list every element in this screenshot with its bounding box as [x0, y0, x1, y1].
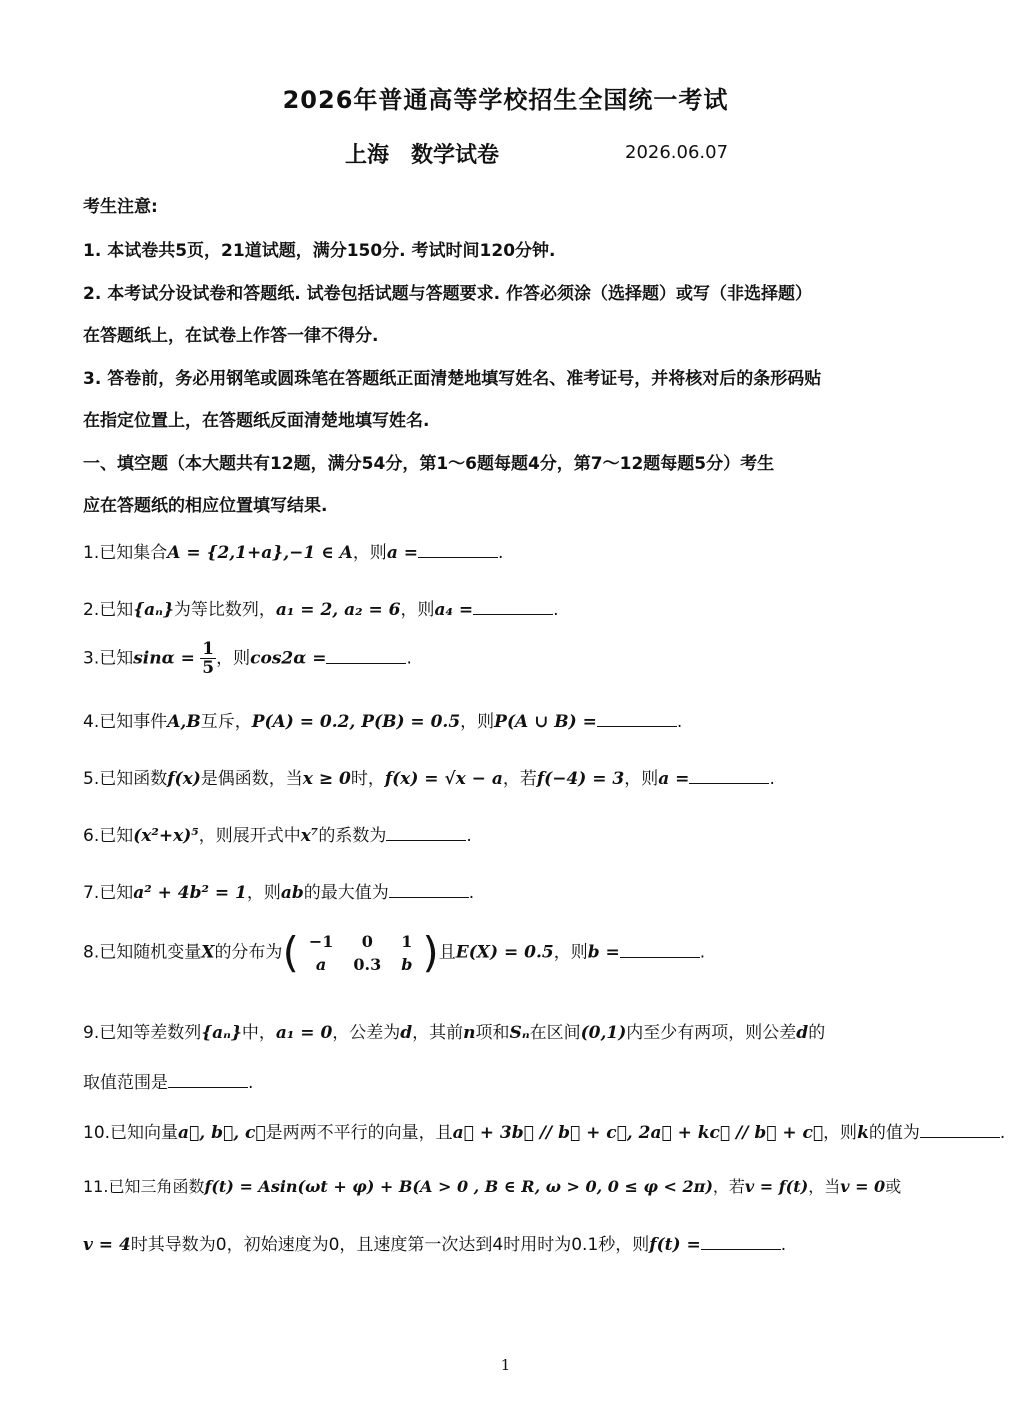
question-4: 4.已知事件A,B互斥，P(A) = 0.2, P(B) = 0.5，则P(A ∪ B) = . [83, 712, 683, 732]
distribution-matrix: ( −1 0 1 a 0.3 b ) [282, 928, 439, 977]
section-heading: 一、填空题（本大题共有12题，满分54分，第1～6题每题4分，第7～12题每题5分）考生 [83, 454, 775, 474]
notice-item-3-cont: 在指定位置上，在答题纸反面清楚地填写姓名. [83, 411, 430, 431]
answer-blank [386, 826, 466, 841]
question-9: 9.已知等差数列{aₙ}中，a₁ = 0，公差为d，其前n项和Sₙ在区间(0,1)内至少有两项，则公差d的 [83, 1023, 826, 1043]
answer-blank [620, 943, 700, 958]
section-heading-cont: 应在答题纸的相应位置填写结果. [83, 496, 328, 516]
answer-blank [689, 769, 769, 784]
notice-item-3: 3. 答卷前，务必用钢笔或圆珠笔在答题纸正面清楚地填写姓名、准考证号，并将核对后的条形码贴 [83, 369, 822, 389]
question-11: 11.已知三角函数f(t) = Asin(ωt + φ) + B(A > 0 , B ∈ R, ω > 0, 0 ≤ φ < 2π)，若v = f(t)，当v = 0或 [83, 1177, 902, 1196]
question-7: 7.已知a² + 4b² = 1，则ab的最大值为 . [83, 883, 475, 903]
answer-blank [389, 883, 469, 898]
answer-blank [473, 600, 553, 615]
notice-item-2-cont: 在答题纸上，在试卷上作答一律不得分. [83, 326, 379, 346]
question-11-cont: v = 4时其导数为0，初始速度为0，且速度第一次达到4时用时为0.1秒，则f(t) = . [83, 1235, 787, 1255]
notice-item-2: 2. 本考试分设试卷和答题纸. 试卷包括试题与答题要求. 作答必须涂（选择题）或写（非选择题） [83, 284, 812, 304]
question-1: 1.已知集合A = {2,1+a},−1 ∈ A，则a = . [83, 543, 504, 563]
answer-blank [701, 1235, 781, 1250]
question-2: 2.已知{aₙ}为等比数列，a₁ = 2, a₂ = 6，则a₄ = . [83, 600, 559, 620]
question-10: 10.已知向量a⃗, b⃗, c⃗是两两不平行的向量，且a⃗ + 3b⃗ // b⃗ + c⃗, 2a⃗ + kc⃗ // b⃗ + c⃗，则k的值为 . [83, 1123, 1006, 1143]
question-3: 3.已知sinα = $\frac{1}{5}$ ，则cos2α = . [83, 639, 412, 678]
answer-blank [920, 1123, 1000, 1138]
notice-heading: 考生注意: [83, 197, 158, 217]
page-number: 1 [500, 1356, 511, 1374]
answer-blank [597, 712, 677, 727]
exam-subtitle: 上海 数学试卷 [345, 143, 500, 168]
question-5: 5.已知函数f(x)是偶函数，当x ≥ 0时，f(x) = √x − a，若f(−4) = 3，则a = . [83, 769, 775, 789]
exam-date: 2026.06.07 [625, 142, 729, 163]
answer-blank [168, 1073, 248, 1088]
notice-item-1: 1. 本试卷共5页，21道试题，满分150分. 考试时间120分钟. [83, 241, 556, 261]
answer-blank [326, 649, 406, 664]
question-8: 8.已知随机变量X的分布为( −1 0 1 a 0.3 b )且E(X) = 0.5，则b = . [83, 928, 706, 977]
answer-blank [418, 543, 498, 558]
fraction: $\frac{1}{5}$ [202, 639, 215, 678]
question-9-cont: 取值范围是 . [83, 1073, 254, 1093]
exam-title: 2026年普通高等学校招生全国统一考试 [282, 86, 729, 114]
question-6: 6.已知(x²+x)⁵，则展开式中x⁷的系数为 . [83, 826, 472, 846]
